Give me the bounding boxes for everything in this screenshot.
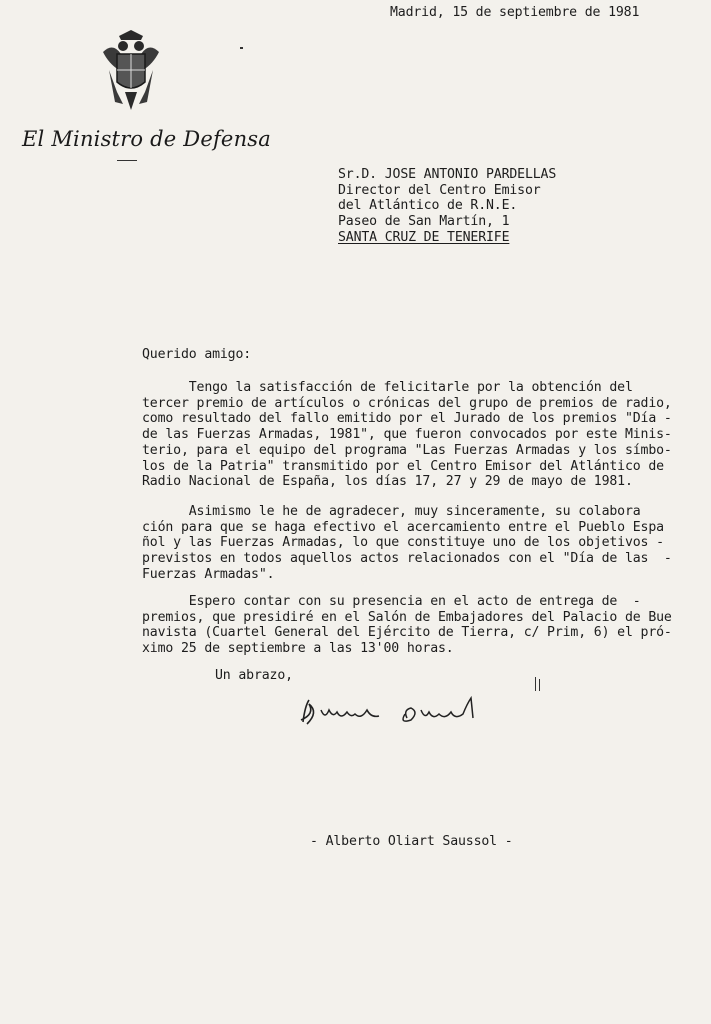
ink-mark: [240, 47, 243, 49]
closing: Un abrazo,: [215, 668, 293, 683]
text-line: ción para que se haga efectivo el acercamiento entre el Pueblo Espa: [142, 519, 664, 535]
text-line: Espero contar con su presencia en el acto de entrega de -: [142, 594, 641, 609]
text-line: como resultado del fallo emitido por el Jurado de los premios "Día -: [142, 411, 672, 427]
text-line: Tengo la satisfacción de felicitarle por la obtención del: [142, 380, 633, 395]
text-line: previstos en todos aquellos actos relacionados con el "Día de las -: [142, 551, 672, 567]
recipient-line: Director del Centro Emisor: [338, 182, 541, 198]
letter-date: Madrid, 15 de septiembre de 1981: [390, 5, 640, 20]
letterhead-divider: [117, 160, 137, 161]
text-line: tercer premio de artículos o crónicas del grupo de premios de radio,: [142, 395, 672, 411]
recipient-line: Paseo de San Martín, 1: [338, 214, 510, 230]
ministry-letterhead: El Ministro de Defensa: [22, 127, 271, 151]
paragraph-invitation: [142, 594, 672, 657]
ink-mark: [535, 677, 536, 691]
text-line: Asimismo le he de agradecer, muy sinceramente, su colabora: [142, 504, 641, 519]
coat-of-arms-emblem: [95, 30, 167, 112]
text-line: ximo 25 de septiembre a las 13'00 horas.: [142, 641, 454, 657]
text-line: Radio Nacional de España, los días 17, 27 y 29 de mayo de 1981.: [142, 474, 633, 490]
recipient-city: SANTA CRUZ DE TENERIFE: [338, 229, 510, 245]
text-line: los de la Patria" transmitido por el Centro Emisor del Atlántico de: [142, 458, 664, 474]
recipient-address: [338, 167, 556, 246]
text-line: de las Fuerzas Armadas, 1981", que fueron convocados por este Minis-: [142, 427, 672, 443]
paragraph-congratulations: [142, 380, 672, 490]
text-line: ñol y las Fuerzas Armadas, lo que constituye uno de los objetivos -: [142, 535, 664, 551]
text-line: terio, para el equipo del programa "Las Fuerzas Armadas y los símbo-: [142, 442, 672, 458]
recipient-line: del Atlántico de R.N.E.: [338, 198, 518, 214]
text-line: navista (Cuartel General del Ejército de Tierra, c/ Prim, 6) el pró-: [142, 625, 672, 641]
text-line: premios, que presidiré en el Salón de Embajadores del Palacio de Bue: [142, 609, 672, 625]
salutation: Querido amigo:: [142, 347, 252, 362]
ink-mark: [539, 679, 540, 691]
signatory-name: - Alberto Oliart Saussol -: [310, 834, 513, 849]
paragraph-gratitude: [142, 504, 672, 583]
handwritten-signature: [295, 690, 495, 735]
text-line: Fuerzas Armadas".: [142, 566, 275, 582]
recipient-line: Sr.D. JOSE ANTONIO PARDELLAS: [338, 167, 557, 182]
